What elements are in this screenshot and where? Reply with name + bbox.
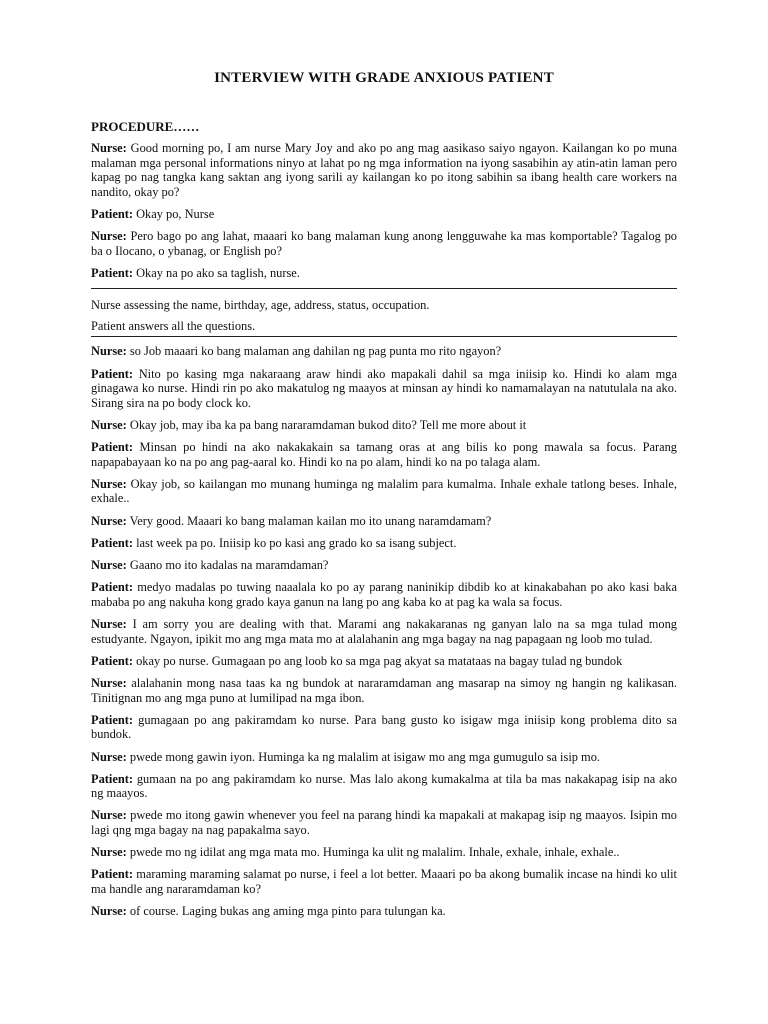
dialogue-text: Gaano mo ito kadalas na maramdaman?: [126, 558, 329, 572]
dialogue-text: I am sorry you are dealing with that. Marami ang nakakaranas ng ganyan lalo na sa mga tulad mong estudyante. Ngayon, ipikit mo ang mga mata mo at alalahanin ang mga bagay na nag papagaan ng loob mo tulad.: [91, 616, 677, 646]
speaker-label: Nurse:: [91, 229, 127, 244]
speaker-label: Patient:: [91, 653, 133, 668]
dialogue-line: [91, 676, 677, 705]
document-title: INTERVIEW WITH GRADE ANXIOUS PATIENT: [214, 70, 554, 86]
dialogue-text: Minsan po hindi na ako nakakakain sa tamang oras at ang bilis ko pong mawala sa focus. Parang napapabayaan ko na po ang pag-aaral ko. Hindi ko na po alam, hindi ko na po talaga alam.: [91, 440, 677, 469]
speaker-label: Nurse:: [91, 344, 127, 359]
speaker-label: Nurse:: [91, 141, 127, 155]
dialogue-line: [91, 654, 677, 669]
speaker-label: Nurse:: [91, 808, 127, 823]
dialogue-line: [91, 772, 677, 801]
dialogue-text: of course. Laging bukas ang aming mga pinto para tulungan ka.: [126, 904, 446, 919]
speaker-label: Patient:: [91, 580, 133, 595]
dialogue-line: [91, 207, 677, 222]
speaker-label: Nurse:: [91, 749, 127, 764]
dialogue-line: [91, 713, 677, 742]
dialogue-line: [91, 904, 677, 919]
note-answers: Patient answers all the questions.: [91, 318, 256, 333]
dialogue-section-2: [91, 344, 677, 919]
speaker-label: Patient:: [91, 440, 133, 455]
divider-line: [91, 336, 677, 337]
speaker-label: Nurse:: [91, 616, 127, 631]
dialogue-text: Okay job, may iba ka pa bang nararamdaman bukod dito? Tell me more about it: [126, 417, 527, 432]
dialogue-line: [91, 141, 677, 199]
dialogue-text: pwede mo itong gawin whenever you feel na parang hindi ka mapakali at makapag isip ng maayos. Isipin mo lagi qng mga bagay na nag papakalma sayo.: [91, 808, 677, 838]
dialogue-text: alalahanin mong nasa taas ka ng bundok at nararamdaman ang masarap na simoy ng hangin ng kalikasan. Tinitignan mo ang mga puno at lumilipad na mga ibon.: [91, 675, 677, 705]
speaker-label: Patient:: [91, 535, 133, 550]
dialogue-text: Okay na po ako sa taglish, nurse.: [132, 265, 300, 280]
dialogue-line: [91, 750, 677, 765]
dialogue-text: pwede mo ng idilat ang mga mata mo. Huminga ka ulit ng malalim. Inhale, exhale, inhale, exhale..: [126, 845, 620, 860]
speaker-label: Patient:: [91, 771, 133, 786]
dialogue-line: [91, 418, 677, 433]
dialogue-text: Good morning po, I am nurse Mary Joy and ako po ang mag aasikaso saiyo ngayon. Kailangan ko po muna malaman mga personal informations ninyo at lahat po ng mga information na iyong sasabihin ay atin-atin laman pero kapag po nag tangka kang saktan ang iyong sarili ay kailangan ko po itong sabihin sa ibang health care workers na nandito, okay po?: [91, 141, 677, 199]
speaker-label: Nurse:: [91, 558, 127, 572]
dialogue-text: Okay job, so kailangan mo munang huminga ng malalim para kumalma. Inhale exhale tatlong beses. Inhale, exhale..: [91, 476, 677, 506]
dialogue-line: [91, 617, 677, 646]
dialogue-text: Okay po, Nurse: [132, 206, 215, 221]
dialogue-line: [91, 845, 677, 860]
dialogue-line: [91, 344, 677, 359]
dialogue-line: [91, 266, 677, 281]
speaker-label: Patient:: [91, 712, 133, 727]
speaker-label: Patient:: [91, 366, 133, 381]
dialogue-text: maraming maraming salamat po nurse, i feel a lot better. Maaari po ba akong bumalik incase na hindi ko ulit ma handle ang nararamdaman ko?: [91, 867, 677, 897]
dialogue-line: [91, 536, 677, 551]
speaker-label: Nurse:: [91, 675, 127, 690]
dialogue-text: medyo madalas po tuwing naaalala ko po ay parang naninikip dibdib ko at kinakabahan po ako kasi baka mababa po ang nakuha kong grado kaya ganun na lang po ang kaba ko at pag ka wala sa focus.: [91, 580, 677, 609]
speaker-label: Nurse:: [91, 513, 127, 528]
dialogue-text: gumaan na po ang pakiramdam ko nurse. Mas lalo akong kumakalma at tila ba mas nakakapag isip na ako ng maayos.: [91, 771, 677, 801]
dialogue-line: [91, 808, 677, 837]
dialogue-text: so Job maaari ko bang malaman ang dahilan ng pag punta mo rito ngayon?: [126, 344, 502, 359]
dialogue-line: [91, 867, 677, 896]
dialogue-line: [91, 440, 677, 469]
dialogue-text: gumagaan po ang pakiramdam ko nurse. Para bang gusto ko isigaw mga iniisip kong problema dito sa bundok.: [91, 712, 677, 742]
dialogue-text: last week pa po. Iniisip ko po kasi ang grado ko sa isang subject.: [132, 535, 457, 550]
speaker-label: Patient:: [91, 206, 133, 221]
speaker-label: Nurse:: [91, 417, 127, 432]
dialogue-line: [91, 558, 677, 573]
note-assessment: Nurse assessing the name, birthday, age, address, status, occupation.: [91, 298, 430, 313]
dialogue-line: [91, 514, 677, 529]
dialogue-text: pwede mong gawin iyon. Huminga ka ng malalim at isigaw mo ang mga gumugulo sa isip mo.: [126, 749, 600, 764]
dialogue-text: okay po nurse. Gumagaan po ang loob ko sa mga pag akyat sa matataas na bagay tulad ng bundok: [132, 653, 623, 668]
procedure-heading: PROCEDURE……: [91, 119, 200, 134]
speaker-label: Nurse:: [91, 845, 127, 860]
dialogue-text: Nito po kasing mga nakaraang araw hindi ako mapakali dahil sa mga iniisip ko. Hindi ko alam mga ginagawa ko nurse. Hindi rin po ako makatulog ng maayos at minsan ay hindi ko namamalayan na natutulala na ako. Sirang sira na po body clock ko.: [91, 366, 677, 410]
dialogue-line: [91, 229, 677, 258]
speaker-label: Patient:: [91, 265, 133, 280]
dialogue-text: Pero bago po ang lahat, maaari ko bang malaman kung anong lengguwahe ka mas komportable? Tagalog po ba o Ilocano, o ybanag, or English po?: [91, 229, 677, 258]
dialogue-line: [91, 477, 677, 506]
dialogue-text: Very good. Maaari ko bang malaman kailan mo ito unang naramdamam?: [126, 513, 492, 528]
document-page: [91, 70, 677, 926]
dialogue-line: [91, 580, 677, 609]
dialogue-section-1: [91, 141, 677, 281]
speaker-label: Patient:: [91, 867, 133, 882]
speaker-label: Nurse:: [91, 904, 127, 919]
divider-line: [91, 288, 677, 289]
speaker-label: Nurse:: [91, 476, 127, 491]
dialogue-line: [91, 367, 677, 411]
